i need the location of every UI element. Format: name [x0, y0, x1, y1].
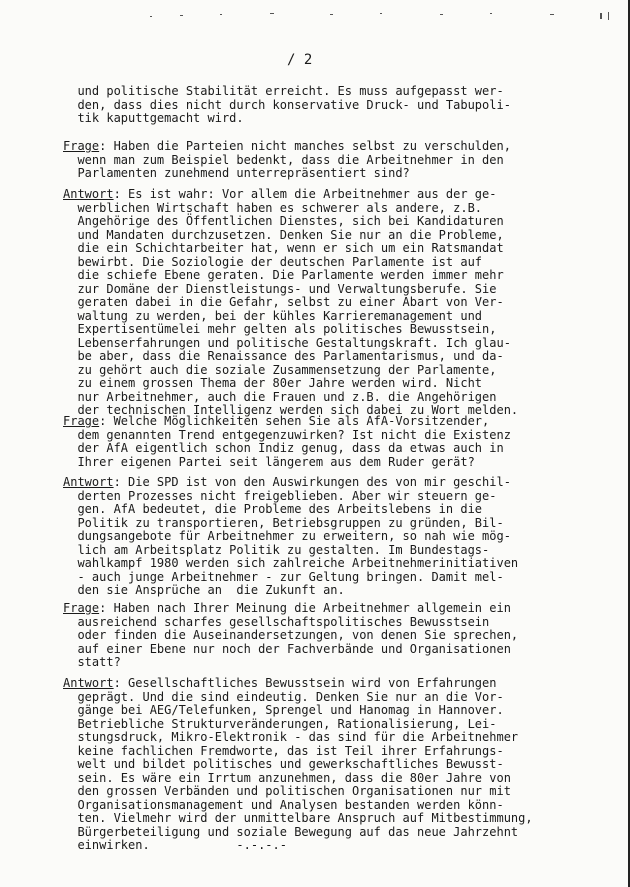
text-line: der technischen Intelligenz werden sich dabei zu Wort melden. [63, 403, 519, 417]
text-line: oder finden die Auseinandersetzungen, von denen Sie sprechen, [63, 628, 519, 642]
text-line: nur Arbeitnehmer, auch die Frauen und z.B. die Angehörigen [63, 389, 497, 404]
antwort-paragraph [63, 476, 563, 598]
text-line: gen. AfA bedeutet, die Probleme des Arbeitslebens in die [63, 502, 483, 516]
text-line: die schiefe Ebene geraten. Die Parlamente werden immer mehr [63, 268, 504, 282]
text-line: der AfA eigentlich schon Indiz genug, dass da etwas auch in [63, 441, 504, 455]
text-line: und politische Stabilität erreicht. Es muss aufgepasst wer- [63, 84, 504, 98]
text-line: derten Prozesses nicht freigeblieben. Aber wir steuern ge- [63, 488, 497, 503]
text-line [63, 476, 563, 490]
text-line: stungsdruck, Mikro-Elektronik - das sind für die Arbeitnehmer [63, 730, 519, 744]
speaker-label: Frage [63, 139, 100, 153]
text-line: Angehörige des Öffentlichen Dienstes, sich bei Kandidaturen [63, 214, 504, 228]
text-line: dem genannten Trend entgegenzuwirken? Ist nicht die Existenz [63, 427, 511, 442]
speaker-label: Antwort [63, 475, 114, 489]
speaker-label: Antwort [63, 676, 114, 690]
text-line: geraten dabei in die Gefahr, selbst zu einer Abart von Ver- [63, 295, 504, 309]
text-line: Bürgerbeteiligung und soziale Bewegung auf das neue Jahrzehnt [63, 824, 519, 839]
speaker-label: Frage [63, 601, 100, 615]
page-number: / 2 [287, 52, 313, 68]
antwort-paragraph [63, 677, 563, 853]
text-line: Parlamenten zunehmend unterrepräsentiert sind? [63, 166, 410, 180]
continuation-paragraph [63, 85, 563, 126]
text-line: Betriebliche Strukturveränderungen, Rationalisierung, Lei- [63, 716, 497, 731]
line-text: : Die SPD ist von den Auswirkungen des von mir geschil- [113, 475, 511, 489]
text-line: sein. Es wäre ein Irrtum anzunehmen, dass die 80er Jahre von [63, 770, 511, 785]
frage-paragraph [63, 140, 563, 181]
text-line: einwirken. -.-.-.- [63, 838, 287, 852]
text-line: zu gehört auch die soziale Zusammensetzung der Parlamente, [63, 362, 497, 377]
text-line: ausreichend scharfes gesellschaftspolitisches Bewusstsein [63, 614, 490, 629]
line-text: : Haben nach Ihrer Meinung die Arbeitnehmer allgemein ein [99, 601, 511, 615]
speaker-label: Antwort [63, 187, 114, 201]
text-line: bewirbt. Die Soziologie der deutschen Parlamente ist auf [63, 254, 483, 269]
text-line: be aber, dass die Renaissance des Parlamentarismus, und da- [63, 349, 504, 363]
text-line [63, 140, 563, 154]
text-line: Lebenserfahrungen und politische Gestaltungskraft. Ich glau- [63, 335, 511, 350]
text-line [63, 415, 563, 429]
text-line: lich am Arbeitsplatz Politik zu gestalten. Im Bundestags- [63, 542, 490, 557]
text-line [63, 677, 563, 691]
text-line [63, 188, 563, 202]
text-line: Expertisentümelei mehr gelten als politisches Bewusstsein, [63, 322, 497, 336]
line-text: : Welche Möglichkeiten sehen Sie als AfA-Vorsitzender, [99, 414, 490, 428]
text-line: geprägt. Und die sind eindeutig. Denken Sie nur an die Vor- [63, 689, 504, 704]
scan-noise [150, 8, 620, 22]
text-line: zur Domäne der Dienstleistungs- und Verwaltungsberufe. Sie [63, 281, 497, 296]
text-line: den grossen Verbänden und politischen Organisationen nur mit [63, 784, 511, 798]
text-line: zu einem grossen Thema der 80er Jahre werden wird. Nicht [63, 376, 483, 390]
text-line: den, dass dies nicht durch konservative Druck- und Tabupoli- [63, 97, 511, 112]
line-text: : Gesellschaftliches Bewusstsein wird von Erfahrungen [113, 676, 497, 690]
text-line: statt? [63, 655, 121, 669]
antwort-paragraph [63, 188, 563, 418]
text-line: dungsangebote für Arbeitnehmer zu erweitern, so nah wie mög- [63, 529, 511, 543]
frage-paragraph [63, 415, 563, 469]
text-line: werblichen Wirtschaft haben es schwerer als andere, z.B. [63, 200, 483, 215]
text-line: keine fachlichen Fremdworte, das ist Teil ihrer Erfahrungs- [63, 743, 504, 758]
text-line: Politik zu transportieren, Betriebsgruppen zu gründen, Bil- [63, 515, 504, 530]
text-line: den sie Ansprüche an die Zukunft an. [63, 583, 345, 597]
text-line: Ihrer eigenen Partei seit längerem aus dem Ruder gerät? [63, 454, 475, 469]
text-line: wenn man zum Beispiel bedenkt, dass die Arbeitnehmer in den [63, 152, 504, 167]
text-line: und Mandaten durchzusetzen. Denken Sie nur an die Probleme, [63, 227, 504, 242]
text-line: ten. Vielmehr wird der unmittelbare Anspruch auf Mitbestimmung, [63, 811, 533, 825]
text-line: tik kaputtgemacht wird. [63, 111, 244, 125]
text-line: gänge bei AEG/Telefunken, Sprengel und Hanomag in Hannover. [63, 703, 504, 717]
text-line: - auch junge Arbeitnehmer - zur Geltung bringen. Damit mel- [63, 569, 504, 584]
text-line: die ein Schichtarbeiter hat, wenn er sich um ein Ratsmandat [63, 241, 504, 255]
text-line: Organisationsmanagement und Analysen bestanden werden könn- [63, 797, 504, 812]
text-line: wahlkampf 1980 werden sich zahlreiche Arbeitnehmerinitiativen [63, 556, 519, 570]
text-line [63, 602, 563, 616]
text-line: waltung zu werden, bei der kühles Karrieremanagement und [63, 308, 483, 323]
text-line: welt und bildet politisches und gewerkschaftliches Bewusst- [63, 757, 504, 771]
speaker-label: Frage [63, 414, 100, 428]
line-text: : Es ist wahr: Vor allem die Arbeitnehmer aus der ge- [113, 187, 497, 201]
line-text: : Haben die Parteien nicht manches selbst zu verschulden, [99, 139, 511, 153]
frage-paragraph [63, 602, 563, 670]
text-line: auf einer Ebene nur noch der Fachverbände und Organisationen [63, 641, 511, 656]
